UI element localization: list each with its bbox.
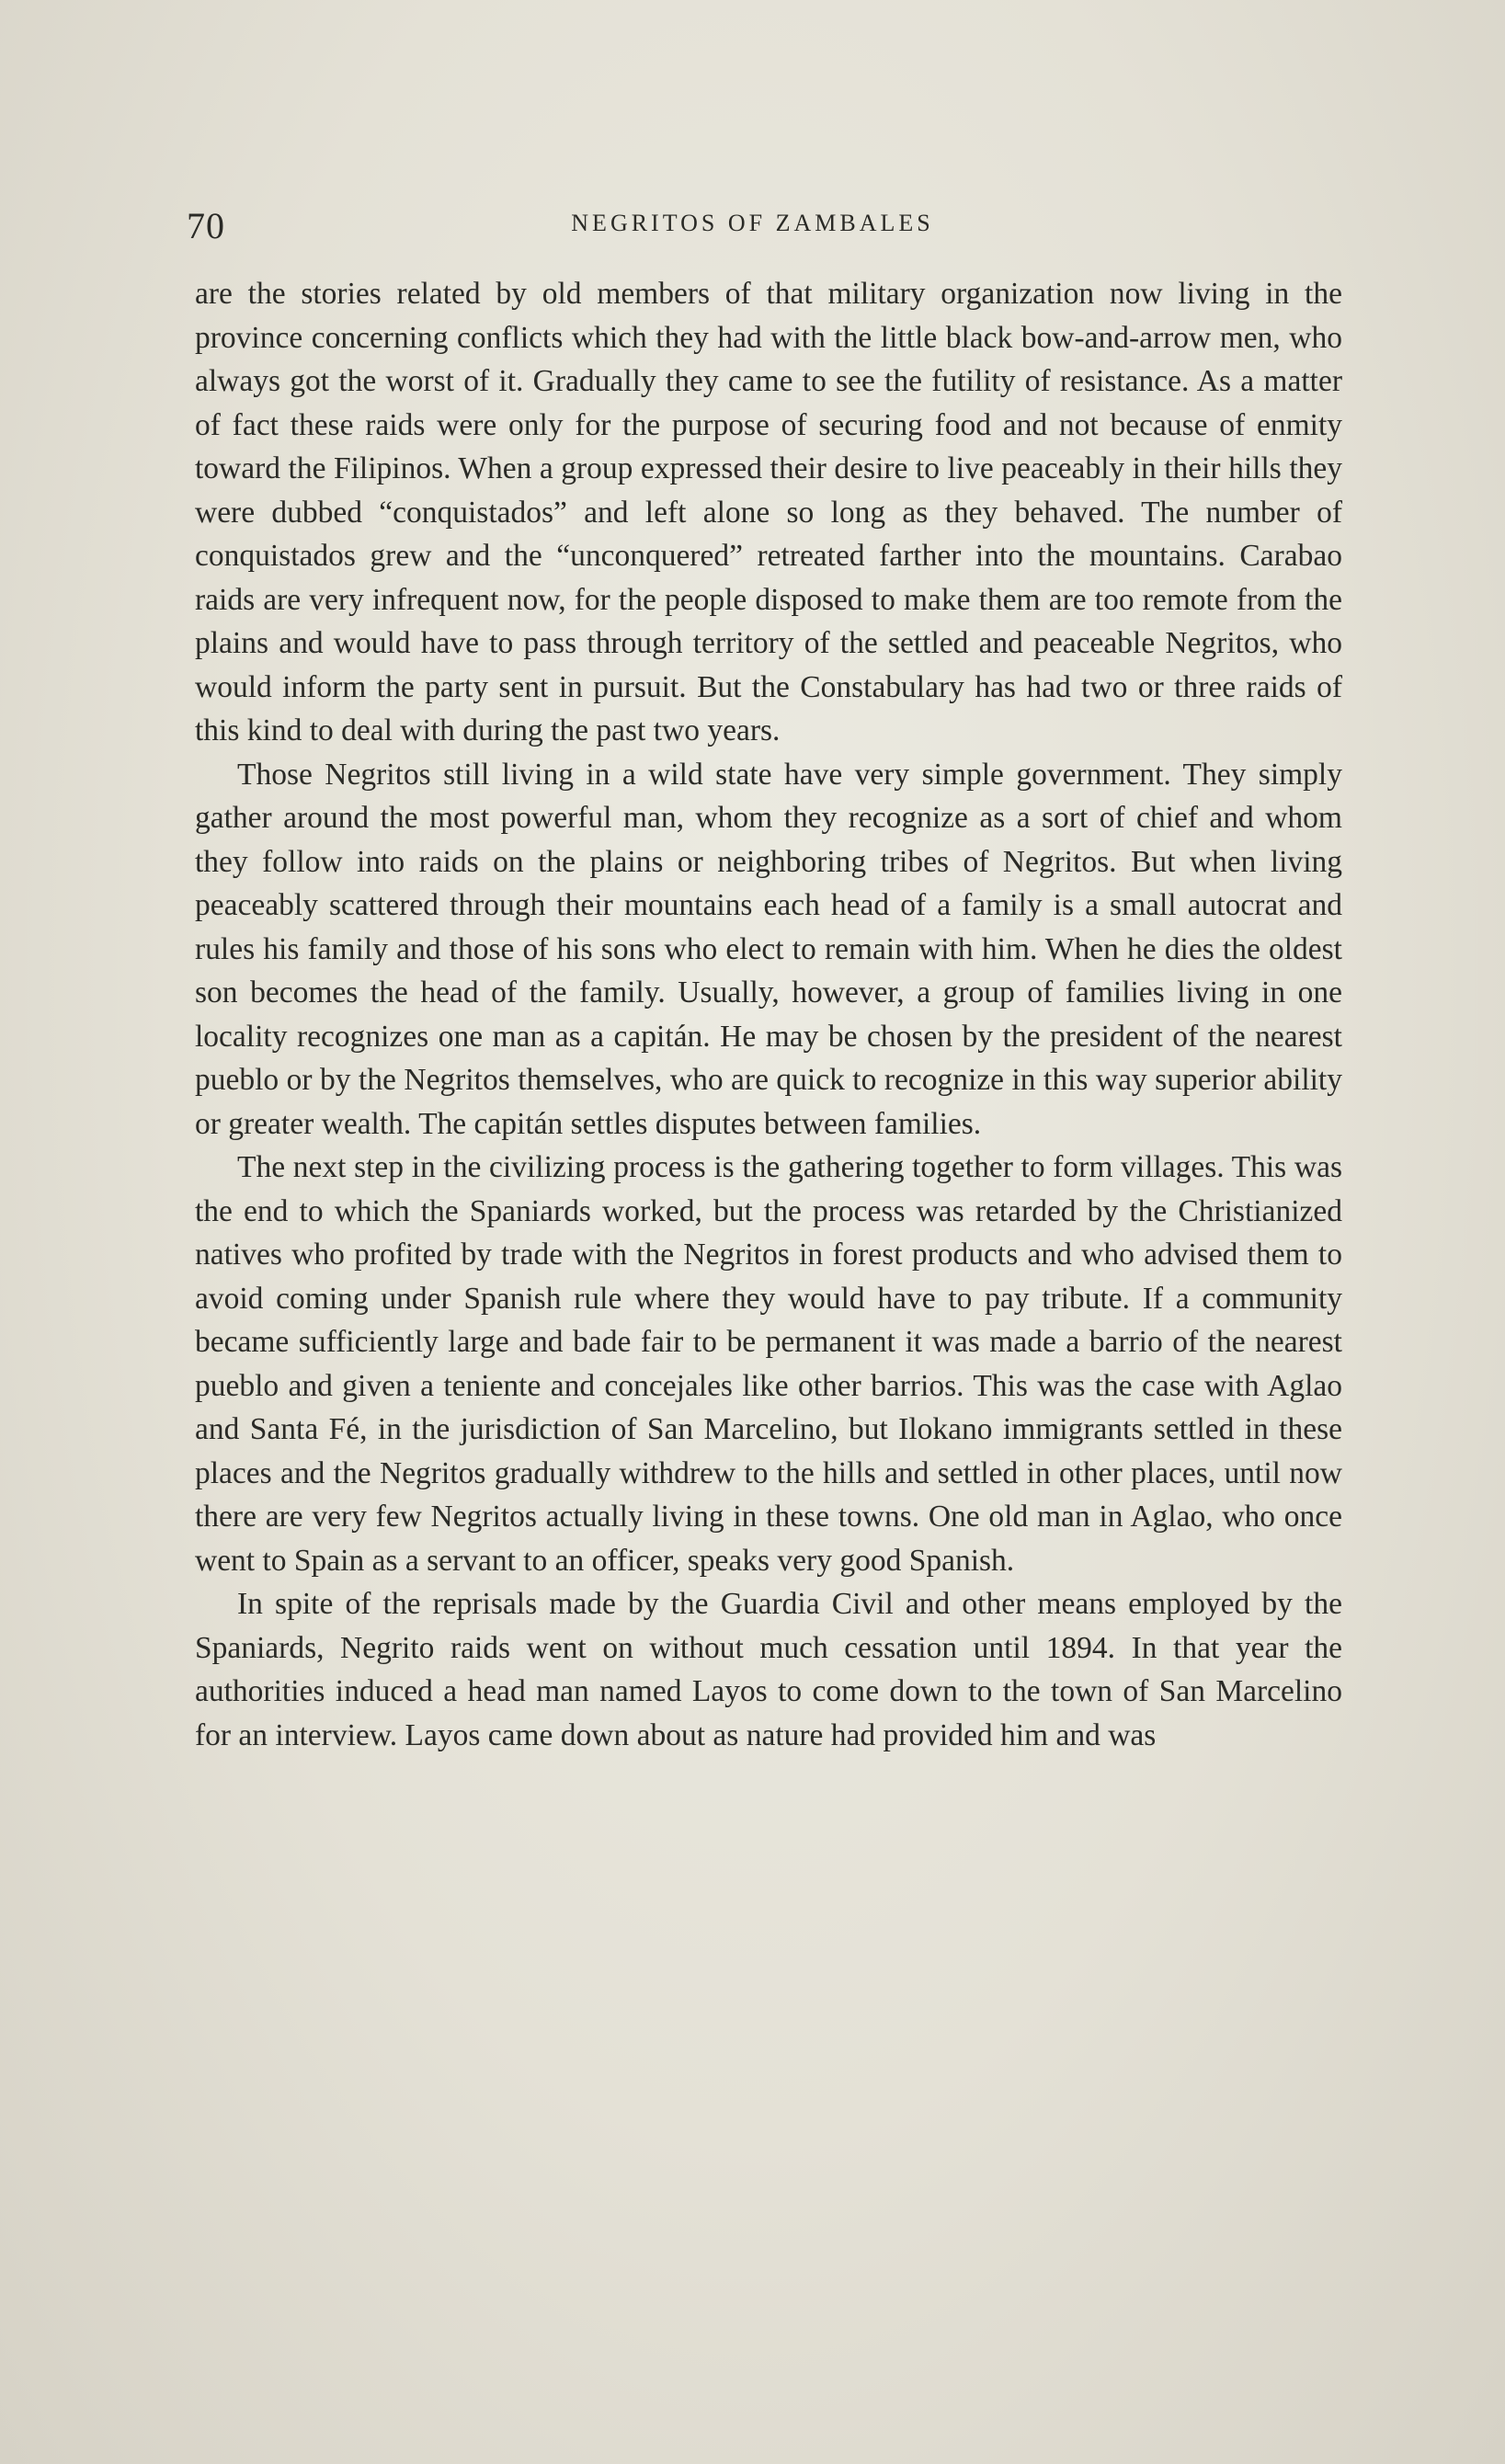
- running-title: NEGRITOS OF ZAMBALES: [571, 210, 934, 236]
- paragraph: Those Negritos still living in a wild state have very simple government. They simply gather around the most powerful man, whom they recognize as a sort of chief and whom they follow into raids on the plains or neighboring tribes of Negritos. But when living peaceably scattered through their mountains each head of a family is a small autocrat and rules his family and those of his sons who elect to remain with him. When he dies the oldest son becomes the head of the family. Usually, however, a group of families living in one locality recognizes one man as a capitán. He may be chosen by the president of the nearest pueblo or by the Negritos themselves, who are quick to recognize in this way superior ability or greater wealth. The capitán settles disputes between families.: [195, 757, 1342, 1141]
- page-number: 70: [187, 205, 225, 246]
- paragraph: In spite of the reprisals made by the Guardia Civil and other means employed by the Spaniards, Negrito raids went on without much cessation until 1894. In that year the authorities induced a head man named Layos to come down to the town of San Marcelino for an interview. Layos came down about as nature had provided him and was: [195, 1587, 1342, 1752]
- paragraph: are the stories related by old members of that military organization now living in the province concerning conflicts which they had with the little black bow-and-arrow men, who always got the worst of it. Gradually they came to see the futility of resistance. As a matter of fact these raids were only for the purpose of securing food and not because of enmity toward the Filipinos. When a group expressed their desire to live peaceably in their hills they were dubbed “conquistados” and left alone so long as they behaved. The number of conquistados grew and the “unconquered” retreated farther into the mountains. Carabao raids are very infrequent now, for the people disposed to make them are too remote from the plains and would have to pass through territory of the settled and peaceable Negritos, who would inform the party sent in pursuit. But the Constabulary has had two or three raids of this kind to deal with during the past two years.: [195, 277, 1342, 747]
- paragraph: The next step in the civilizing process is the gathering together to form villages. This was the end to which the Spaniards worked, but the process was retarded by the Christianized natives who profited by trade with the Negritos in forest products and who advised them to avoid coming under Spanish rule where they would have to pay tribute. If a community became sufficiently large and bade fair to be permanent it was made a barrio of the nearest pueblo and given a teniente and concejales like other barrios. This was the case with Aglao and Santa Fé, in the jurisdiction of San Marcelino, but Ilokano immigrants settled in these places and the Negritos gradually withdrew to the hills and settled in other places, until now there are very few Negritos actually living in these towns. One old man in Aglao, who once went to Spain as a servant to an officer, speaks very good Spanish.: [195, 1150, 1342, 1578]
- body-text: [195, 272, 1342, 1757]
